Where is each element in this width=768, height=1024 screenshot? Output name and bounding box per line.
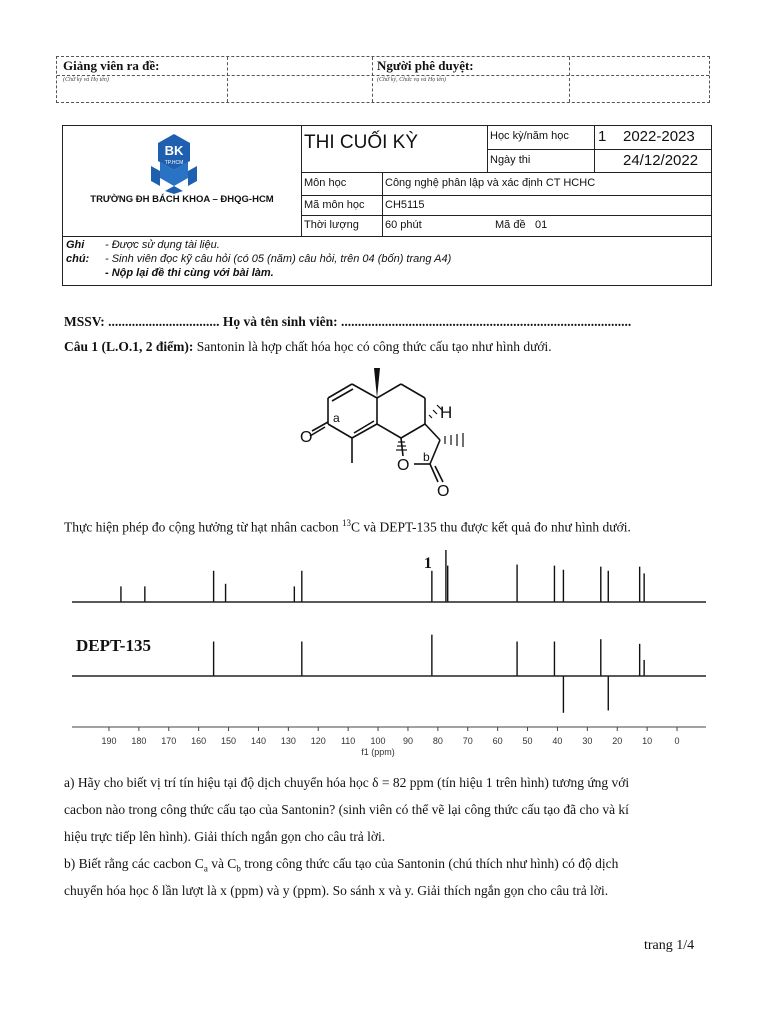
x-tick-label: 70 (462, 736, 473, 746)
date-label: Ngày thi (490, 154, 531, 166)
exam-code-value: 01 (535, 219, 548, 231)
approver-label: Người phê duyệt: (377, 58, 474, 73)
atom-O-ketone: O (300, 429, 313, 446)
note-label-1: Ghi (66, 239, 85, 251)
duration-value: 60 phút (385, 219, 422, 231)
svg-text:TP.HCM: TP.HCM (164, 160, 184, 166)
x-tick-label: 20 (612, 736, 623, 746)
carbon-a-label: a (333, 411, 340, 425)
subject-value: Công nghệ phân lập và xác định CT HCHC (385, 177, 596, 189)
question-1-label: Câu 1 (L.O.1, 2 điểm): (64, 339, 194, 354)
x-tick-label: 130 (280, 736, 296, 746)
question-a-line-3: hiệu trực tiếp lên hình). Giải thích ngắn gọn cho câu trả lời. (64, 829, 386, 844)
svg-text:BK: BK (164, 143, 184, 158)
atom-H: H (440, 403, 453, 422)
lecturer-label: Giảng viên ra đề: (63, 58, 160, 73)
question-1 (64, 334, 552, 360)
page-number: trang 1/4 (644, 938, 695, 953)
nmr-spectrum-chart (70, 545, 710, 760)
atom-O-lactone: O (437, 483, 450, 500)
code-label: Mã môn học (304, 199, 365, 211)
code-value: CH5115 (385, 199, 425, 211)
semester-label: Học kỳ/năm học (490, 130, 569, 142)
approval-box (56, 56, 710, 103)
x-tick-label: 50 (522, 736, 533, 746)
x-tick-label: 160 (191, 736, 207, 746)
atom-O-ring: O (397, 457, 410, 474)
dept-label: DEPT-135 (76, 636, 151, 655)
school-logo (150, 134, 198, 194)
lecturer-sub: (Chữ ký và Họ tên) (63, 77, 109, 83)
question-a-line-2: cacbon nào trong công thức cấu tạo của Santonin? (sinh viên có thể vẽ lại công thức cấu tạo đã cho và kí (64, 802, 629, 817)
x-tick-label: 100 (370, 736, 386, 746)
peak-1-label: 1 (423, 555, 432, 572)
duration-label: Thời lượng (304, 219, 359, 231)
question-b-line-1: b) Biết rằng các cacbon $C_a$ và $C_b$ trong công thức cấu tạo của Santonin (chú thích như hình) có độ dịch (64, 856, 619, 874)
x-tick-label: 80 (432, 736, 443, 746)
approver-sub: (Chữ ký, Chức vụ và Họ tên) (377, 77, 447, 83)
santonin-structure (290, 360, 490, 505)
x-tick-label: 90 (402, 736, 413, 746)
question-b-line-2: chuyển hóa học δ lần lượt là x (ppm) và y (ppm). So sánh x và y. Giải thích ngắn gọn cho câu trả lời. (64, 883, 609, 898)
carbon-b-label: b (423, 450, 430, 464)
x-tick-label: 150 (221, 736, 237, 746)
x-tick-label: 170 (161, 736, 177, 746)
x-tick-label: 40 (552, 736, 563, 746)
exam-title: THI CUỐI KỲ (304, 132, 419, 153)
year-value: 2022-2023 (623, 128, 695, 145)
x-tick-label: 140 (250, 736, 266, 746)
nmr-intro: Thực hiện phép đo cộng hưởng từ hạt nhân cacbon $^{13}$C và DEPT-135 thu được kết quả đo như hình dưới. (64, 518, 631, 535)
note-item: - Sinh viên đọc kỹ câu hỏi (có 05 (năm) câu hỏi, trên 04 (bốn) trang A4) (105, 253, 452, 265)
question-a-line-1: a) Hãy cho biết vị trí tín hiệu tại độ dịch chuyển hóa học δ = 82 ppm (tín hiệu 1 trên hình) tương ứng với (64, 775, 630, 790)
x-axis-title: f1 (ppm) (361, 747, 395, 757)
x-tick-label: 190 (101, 736, 117, 746)
date-value: 24/12/2022 (623, 152, 699, 169)
x-tick-label: 120 (310, 736, 326, 746)
x-tick-label: 0 (674, 736, 680, 746)
x-tick-label: 60 (492, 736, 503, 746)
question-1-text: Santonin là hợp chất hóa học có công thức cấu tạo như hình dưới. (193, 339, 552, 354)
x-tick-label: 180 (131, 736, 147, 746)
x-tick-label: 10 (642, 736, 653, 746)
school-name: TRƯỜNG ĐH BÁCH KHOA – ĐHQG-HCM (90, 194, 274, 205)
note-item: - Nộp lại đề thi cùng với bài làm. (105, 267, 274, 279)
subject-label: Môn học (304, 177, 347, 189)
x-tick-label: 30 (582, 736, 593, 746)
student-info-line: MSSV: ................................. Họ và tên sinh viên: ...................................................................................... (64, 314, 632, 329)
semester-value: 1 (598, 128, 607, 145)
x-tick-label: 110 (340, 736, 356, 746)
note-item: - Được sử dụng tài liệu. (105, 239, 220, 251)
note-label-2: chú: (66, 253, 90, 265)
exam-header (62, 125, 712, 286)
exam-code-label: Mã đề (495, 219, 526, 231)
logo-icon (150, 134, 198, 194)
